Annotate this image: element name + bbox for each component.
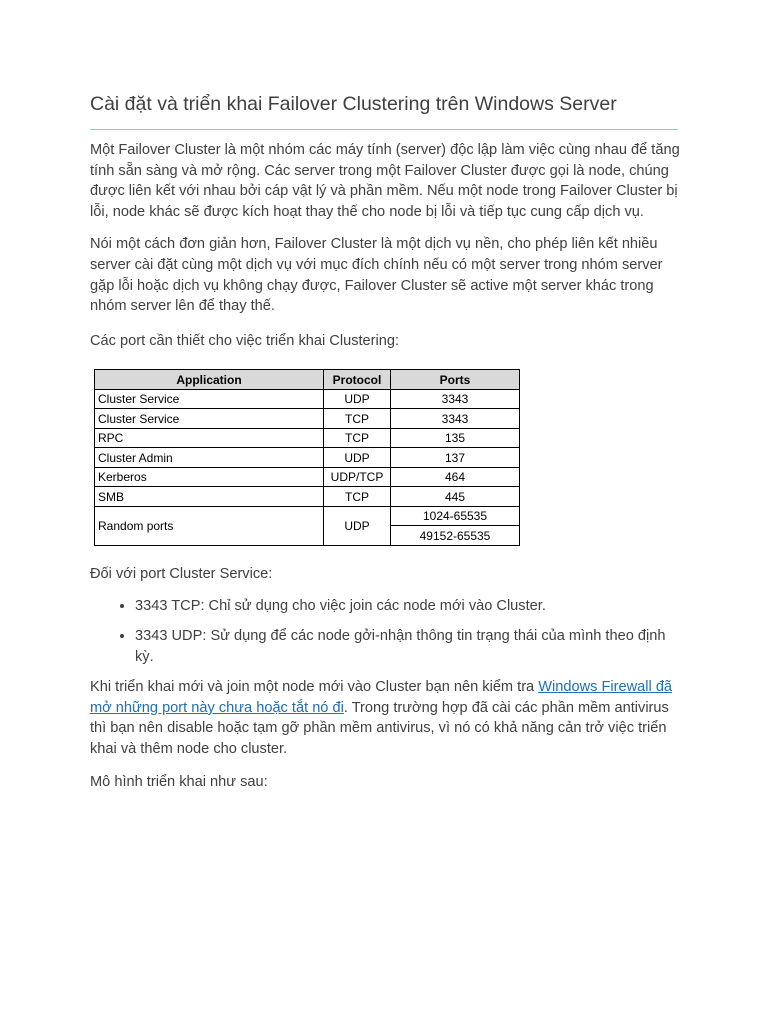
cell-application: Cluster Service [95,409,324,429]
table-row [95,467,520,487]
cell-protocol: TCP [324,409,391,429]
header-ports: Ports [391,370,520,390]
cell-ports: 464 [391,467,520,487]
cell-application: RPC [95,428,324,448]
header-application: Application [95,370,324,390]
windows-firewall-link[interactable]: Windows Firewall đã mở những port này chưa hoặc tắt nó đi [90,679,673,716]
ports-intro-paragraph: Các port cần thiết cho việc triển khai Clustering: [90,332,400,349]
cell-application: Kerberos [95,467,324,487]
cell-application: Cluster Admin [95,448,324,468]
cell-protocol: UDP [324,506,391,545]
cluster-service-heading: Đối với port Cluster Service: [90,565,273,582]
header-protocol: Protocol [324,370,391,390]
cell-protocol: UDP/TCP [324,467,391,487]
cell-ports: 135 [391,428,520,448]
ports-table [94,369,520,546]
deployment-model-paragraph: Mô hình triển khai như sau: [90,773,268,790]
cell-ports: 137 [391,448,520,468]
list-item: • 3343 UDP: Sử dụng để các node gởi-nhận thông tin trạng thái của mình theo định kỳ. [135,626,686,667]
table-row [95,428,520,448]
intro-paragraph: Một Failover Cluster là một nhóm các máy tính (server) độc lập làm việc cùng nhau để tăng tính sẵn sàng và mở rộng. Các server trong một Failover Cluster được gọi là node, chúng được liên kết với nhau bởi cáp vật lý và phần mềm. Nếu một node trong Failover Cluster bị lỗi, node khác sẽ được kích hoạt thay thế cho node bị lỗi và tiếp tục cung cấp dịch vụ. [90,142,680,220]
cell-protocol: UDP [324,389,391,409]
table-row [95,389,520,409]
cell-application: SMB [95,487,324,507]
page-title: Cài đặt và triển khai Failover Clustering trên Windows Server [90,93,617,115]
table-row [95,409,520,429]
cell-ports: 445 [391,487,520,507]
firewall-text-before: Khi triển khai mới và join một node mới vào Cluster bạn nên kiểm tra [90,679,539,696]
cell-application: Random ports [95,506,324,545]
cell-ports: 1024-65535 [391,506,520,526]
table-row [95,448,520,468]
cell-ports: 3343 [391,389,520,409]
firewall-text-after: . Trong trường hợp đã cài các phần mềm antivirus thì bạn nên disable hoặc tạm gỡ phần mềm antivirus, vì nó có khả năng cản trở việc triển khai và thêm node cho cluster. [90,699,669,757]
simple-explanation-paragraph: Nói một cách đơn giản hơn, Failover Cluster là một dịch vụ nền, cho phép liên kết nhiều server cài đặt cùng một dịch vụ với mục đích chính nếu có một server trong nhóm server gặp lỗi hoặc dịch vụ không chạy được, Failover Cluster sẽ active một server khác trong nhóm server lên để thay thế. [90,236,663,315]
table-row [95,506,520,526]
title-divider [90,129,678,130]
cell-ports: 49152-65535 [391,526,520,546]
cell-application: Cluster Service [95,389,324,409]
cell-protocol: TCP [324,428,391,448]
table-header-row [95,370,520,390]
cell-protocol: UDP [324,448,391,468]
cell-protocol: TCP [324,487,391,507]
firewall-paragraph [90,677,686,759]
list-item: • 3343 TCP: Chỉ sử dụng cho việc join các node mới vào Cluster. [135,596,686,617]
cell-ports: 3343 [391,409,520,429]
document-body [90,140,686,804]
cluster-service-list [90,596,686,667]
table-row [95,487,520,507]
